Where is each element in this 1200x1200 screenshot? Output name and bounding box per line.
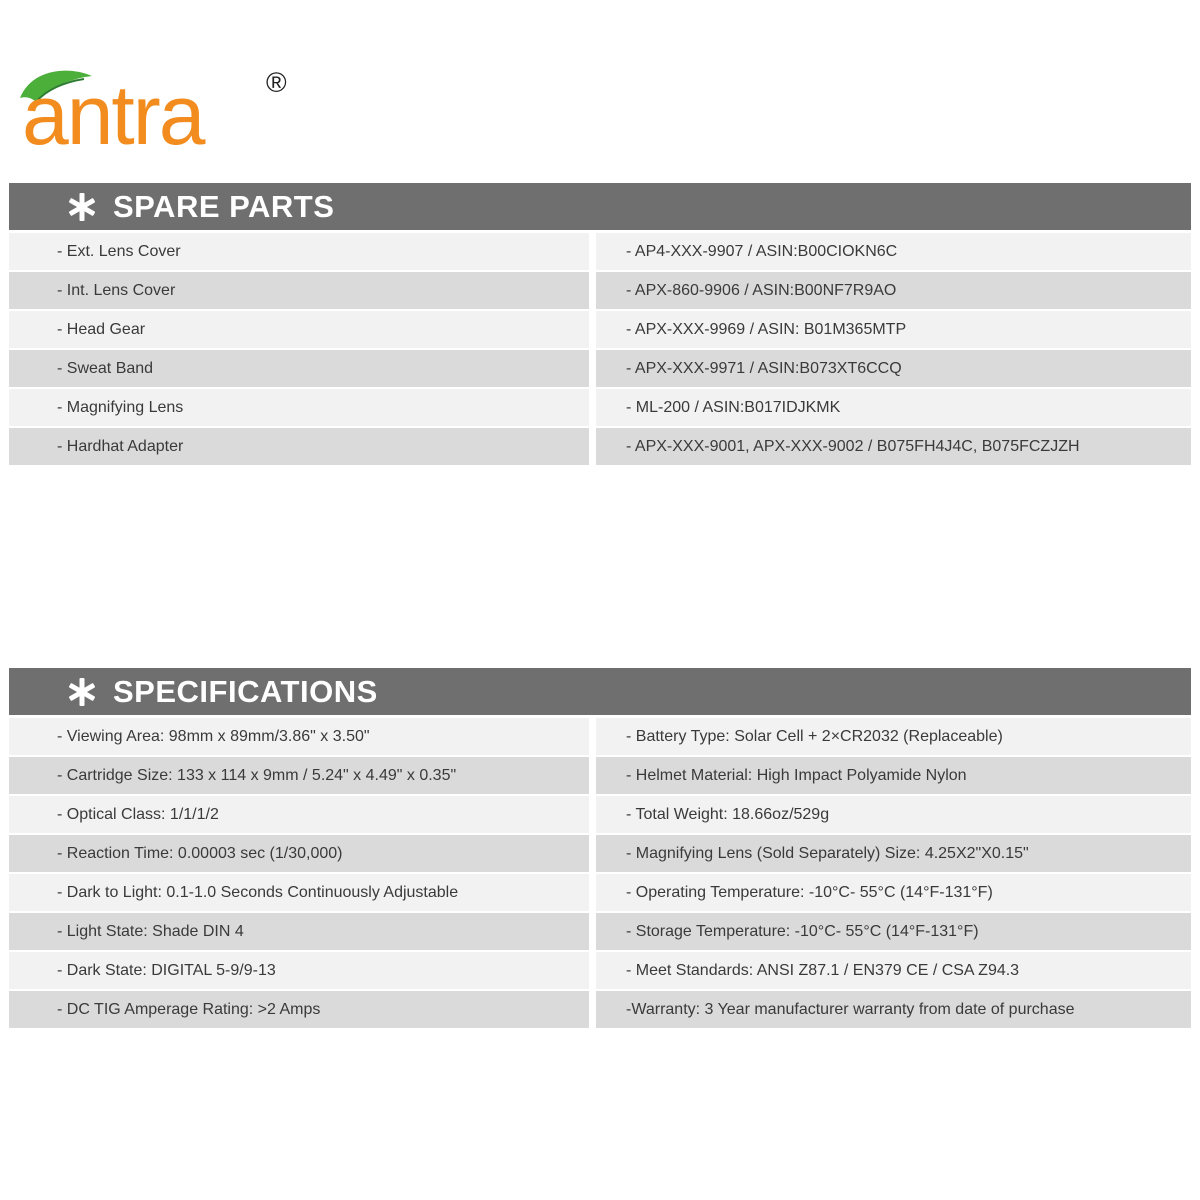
table-row [9, 271, 1191, 310]
table-row [9, 951, 1191, 990]
table-row [9, 388, 1191, 427]
table-row [9, 310, 1191, 349]
antra-logo [14, 62, 314, 158]
spare-parts-table [9, 232, 1191, 466]
part-name: - Head Gear [9, 311, 589, 348]
spec-item: - Dark State: DIGITAL 5-9/9-13 [9, 952, 589, 989]
part-name: - Int. Lens Cover [9, 272, 589, 309]
part-number: - APX-XXX-9969 / ASIN: B01M365MTP [596, 311, 1191, 348]
spec-item: - Optical Class: 1/1/1/2 [9, 796, 589, 833]
spare-parts-title: SPARE PARTS [113, 188, 335, 224]
asterisk-star-icon [65, 675, 99, 709]
table-row [9, 232, 1191, 271]
spec-item: - Meet Standards: ANSI Z87.1 / EN379 CE / CSA Z94.3 [596, 952, 1191, 989]
registered-mark: ® [266, 67, 287, 98]
spec-item: - Light State: Shade DIN 4 [9, 913, 589, 950]
table-row [9, 349, 1191, 388]
spec-item: - Reaction Time: 0.00003 sec (1/30,000) [9, 835, 589, 872]
table-row [9, 873, 1191, 912]
spare-parts-header [9, 183, 1191, 230]
spec-item: - DC TIG Amperage Rating: >2 Amps [9, 991, 589, 1028]
asterisk-star-icon [65, 190, 99, 224]
part-number: - APX-XXX-9001, APX-XXX-9002 / B075FH4J4C, B075FCZJZH [596, 428, 1191, 465]
antra-logo-graphic [14, 62, 314, 158]
table-row [9, 834, 1191, 873]
part-number: - ML-200 / ASIN:B017IDJKMK [596, 389, 1191, 426]
part-name: - Sweat Band [9, 350, 589, 387]
part-name: - Ext. Lens Cover [9, 233, 589, 270]
part-number: - APX-XXX-9971 / ASIN:B073XT6CCQ [596, 350, 1191, 387]
specifications-title: SPECIFICATIONS [113, 673, 378, 709]
specifications-header [9, 668, 1191, 715]
spec-item: - Total Weight: 18.66oz/529g [596, 796, 1191, 833]
table-row [9, 990, 1191, 1029]
spec-item: - Viewing Area: 98mm x 89mm/3.86" x 3.50" [9, 718, 589, 755]
spec-item: - Storage Temperature: -10°C- 55°C (14°F-131°F) [596, 913, 1191, 950]
table-row [9, 427, 1191, 466]
part-number: - AP4-XXX-9907 / ASIN:B00CIOKN6C [596, 233, 1191, 270]
spec-item: - Battery Type: Solar Cell + 2×CR2032 (Replaceable) [596, 718, 1191, 755]
table-row [9, 795, 1191, 834]
spec-item: - Magnifying Lens (Sold Separately) Size: 4.25X2"X0.15" [596, 835, 1191, 872]
spec-item: -Warranty: 3 Year manufacturer warranty from date of purchase [596, 991, 1191, 1028]
logo-wordmark: antra [22, 68, 204, 158]
specifications-table [9, 717, 1191, 1029]
part-number: - APX-860-9906 / ASIN:B00NF7R9AO [596, 272, 1191, 309]
part-name: - Hardhat Adapter [9, 428, 589, 465]
spec-item: - Operating Temperature: -10°C- 55°C (14°F-131°F) [596, 874, 1191, 911]
spec-item: - Cartridge Size: 133 x 114 x 9mm / 5.24" x 4.49" x 0.35" [9, 757, 589, 794]
table-row [9, 756, 1191, 795]
table-row [9, 912, 1191, 951]
part-name: - Magnifying Lens [9, 389, 589, 426]
table-row [9, 717, 1191, 756]
spec-item: - Helmet Material: High Impact Polyamide Nylon [596, 757, 1191, 794]
spec-item: - Dark to Light: 0.1-1.0 Seconds Continuously Adjustable [9, 874, 589, 911]
